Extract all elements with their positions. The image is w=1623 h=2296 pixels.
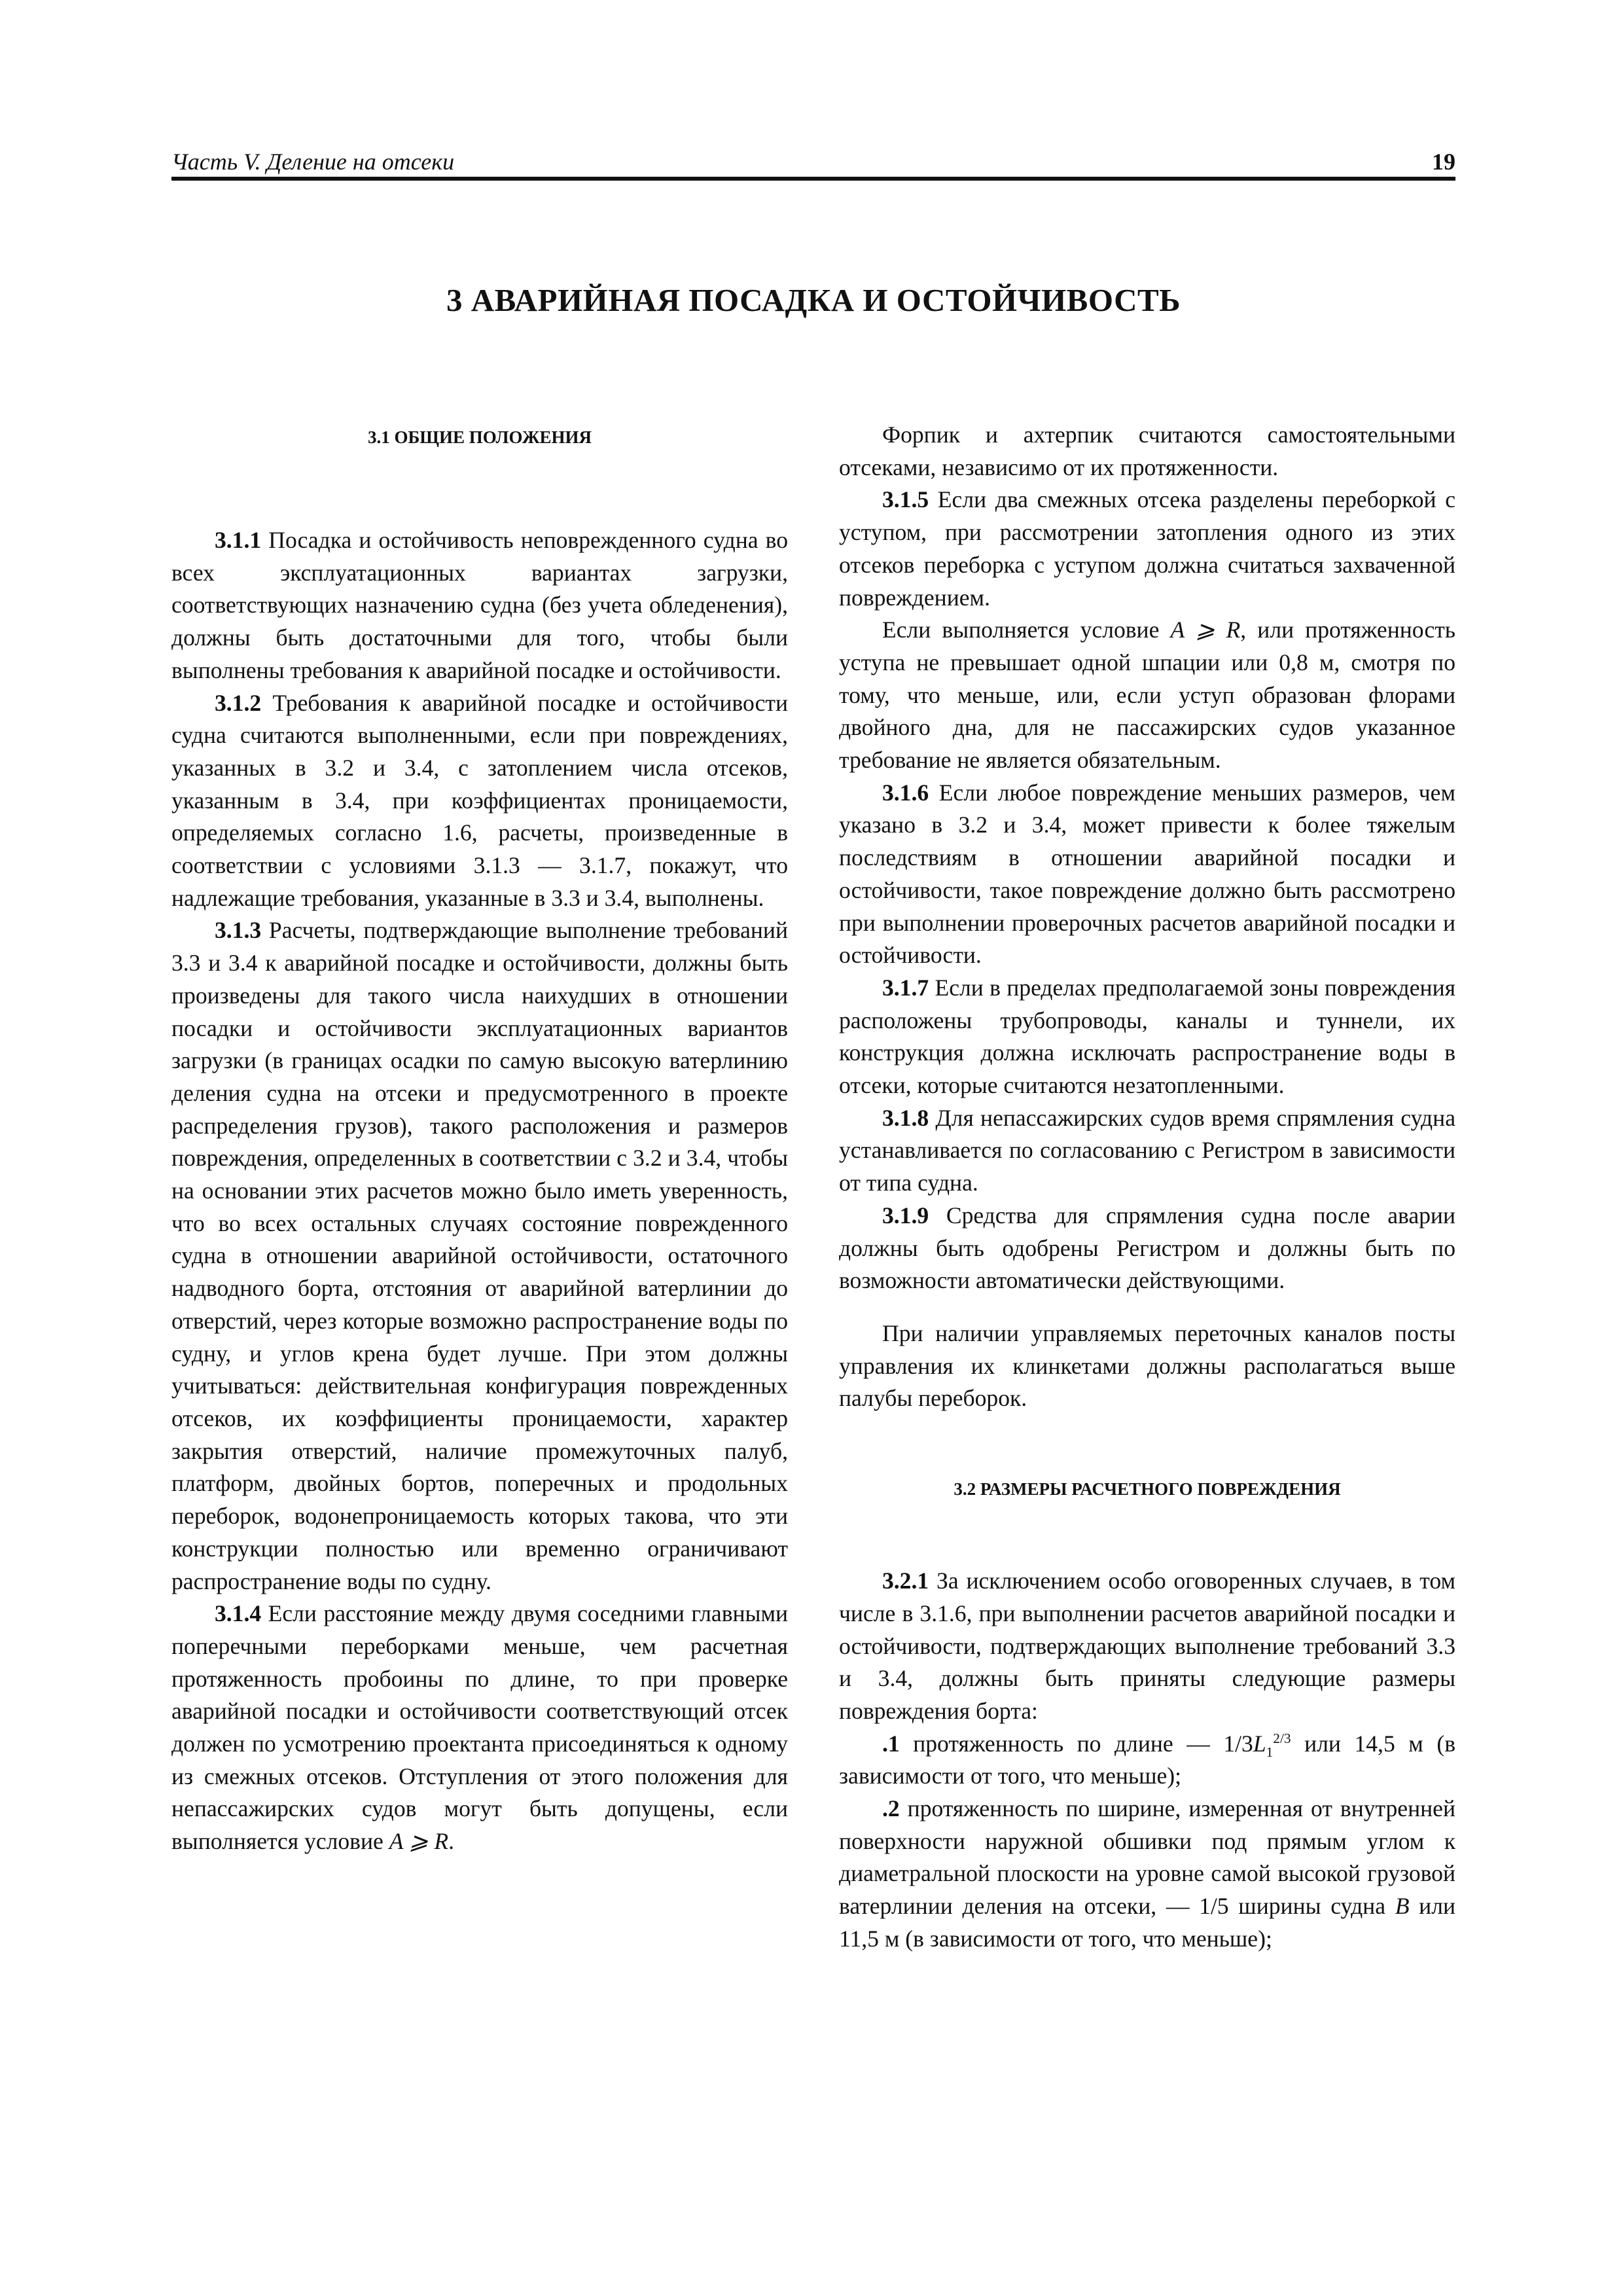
list-item-1: .1 протяженность по длине — $1/3L_1^{2/3}$ или 14,5 м (в зависимости от того, что меньше); xyxy=(839,1730,1455,1789)
paragraph-3-1-3: 3.1.3 Расчеты, подтверждающие выполнение требований 3.3 и 3.4 к аварийной посадке и остойчивости, должны быть произведены для такого числа наихудших в отношении посадки и остойчивости эксплуатационных вариантов загрузки (в границах осадки по самую высокую ватерлинию деления судна на отсеки и предусмотренного в проекте распределения грузов), такого расположения и размеров повреждения, определенных в соответствии с 3.2 и 3.4, чтобы на основании этих расчетов можно было иметь уверенность, что во всех остальных случаях состояние поврежденного судна в отношении аварийной остойчивости, остаточного надводного борта, отстояния от аварийной ватерлинии до отверстий, через которые возможно распространение воды по судну, и углов крена будет лучше. При этом должны учитываться: действительная конфигурация поврежденных отсеков, их коэффициенты проницаемости, характер закрытия отверстий, наличие промежуточных палуб, платформ, двойных бортов, поперечных и продольных переборок, водонепроницаемость которых такова, что эти конструкции полностью или временно ограничивают распространение воды по судну. xyxy=(171,917,788,1594)
paragraph-3-2-1: 3.2.1 За исключением особо оговоренных случаев, в том числе в 3.1.6, при выполнении расчетов аварийной посадки и остойчивости, подтверждающих выполнение требований 3.3 и 3.4, должны быть приняты следующие размеры повреждения борта: xyxy=(839,1568,1455,1724)
page-number: 19 xyxy=(1432,149,1455,175)
paragraph-3-1-9: 3.1.9 Средства для спрямления судна после аварии должны быть одобрены Регистром и должны быть по возможности автоматически действующими. xyxy=(839,1202,1455,1294)
chapter-title: 3 АВАРИЙНАЯ ПОСАДКА И ОСТОЙЧИВОСТЬ xyxy=(446,282,1181,318)
paragraph-3-1-2: 3.1.2 Требования к аварийной посадке и остойчивости судна считаются выполненными, если при повреждениях, указанных в 3.2 и 3.4, с затоплением числа отсеков, указанным в 3.4, при коэффициентах проницаемости, определяемых согласно 1.6, расчеты, произведенные в соответствии с условиями 3.1.3 — 3.1.7, покажут, что надлежащие требования, указанные в 3.3 и 3.4, выполнены. xyxy=(171,689,788,911)
running-title: Часть V. Деление на отсеки xyxy=(171,149,455,175)
paragraph-3-1-8: 3.1.8 Для непассажирских судов время спрямления судна устанавливается по согласованию с Регистром в зависимости от типа судна. xyxy=(839,1104,1455,1196)
section-heading-3-2: 3.2 РАЗМЕРЫ РАСЧЕТНОГО ПОВРЕЖДЕНИЯ xyxy=(954,1479,1341,1499)
paragraph-gap xyxy=(839,1297,1455,1318)
paragraph-3-1-4: 3.1.4 Если расстояние между двумя соседними главными поперечными переборками меньше, чем расчетная протяженность пробоины по длине, то при проверке аварийной посадки и остойчивости соответствующий отсек должен по усмотрению проектанта присоединяться к одному из смежных отсеков. Отступления от этого положения для непассажирских судов могут быть допущены, если выполняется условие A ⩾ R. xyxy=(171,1600,788,1855)
paragraph-3-1-1: 3.1.1 Посадка и остойчивость неповрежденного судна во всех эксплуатационных вариантах загрузки, соответствующих назначению судна (без учета обледенения), должны быть достаточными для того, чтобы были выполнены требования к аварийной посадке и остойчивости. xyxy=(171,527,788,683)
paragraph-3-1-6: 3.1.6 Если любое повреждение меньших размеров, чем указано в 3.2 и 3.4, может привести к более тяжелым последствиям в отношении аварийной посадки и остойчивости, такое повреждение должно быть рассмотрено при выполнении проверочных расчетов аварийной посадки и остойчивости. xyxy=(839,779,1455,969)
paragraph-forepeak: Форпик и ахтерпик считаются самостоятельными отсеками, независимо от их протяженности. xyxy=(839,422,1455,480)
right-column xyxy=(839,419,1455,1956)
paragraph-3-1-7: 3.1.7 Если в пределах предполагаемой зоны повреждения расположены трубопроводы, каналы и туннели, их конструкция должна исключать распространение воды в отсеки, которые считаются незатопленными. xyxy=(839,974,1455,1099)
paragraph-3-1-5-condition: Если выполняется условие A ⩾ R, или протяженность уступа не превышает одной шпации или 0,8 м, смотря по тому, что меньше, или, если уступ образован флорами двойного дна, для не пассажирских судов указанное требование не является обязательным. xyxy=(839,617,1456,774)
paragraph-crossflooding: При наличии управляемых переточных каналов посты управления их клинкетами должны располагаться выше палубы переборок. xyxy=(839,1319,1455,1412)
section-heading-3-1: 3.1 ОБЩИЕ ПОЛОЖЕНИЯ xyxy=(367,427,592,447)
left-column xyxy=(171,419,788,1858)
header-rule xyxy=(171,177,1455,181)
list-item-2: .2 протяженность по ширине, измеренная от внутренней поверхности наружной обшивки под прямым углом к диаметральной плоскости на уровне самой высокой грузовой ватерлинии деления на отсеки, — 1/5 ширины судна B или 11,5 м (в зависимости от того, что меньше); xyxy=(839,1795,1456,1952)
paragraph-3-1-5: 3.1.5 Если два смежных отсека разделены переборкой с уступом, при рассмотрении затопления одного из этих отсеков переборка с уступом должна считаться захваченной повреждением. xyxy=(839,486,1455,611)
